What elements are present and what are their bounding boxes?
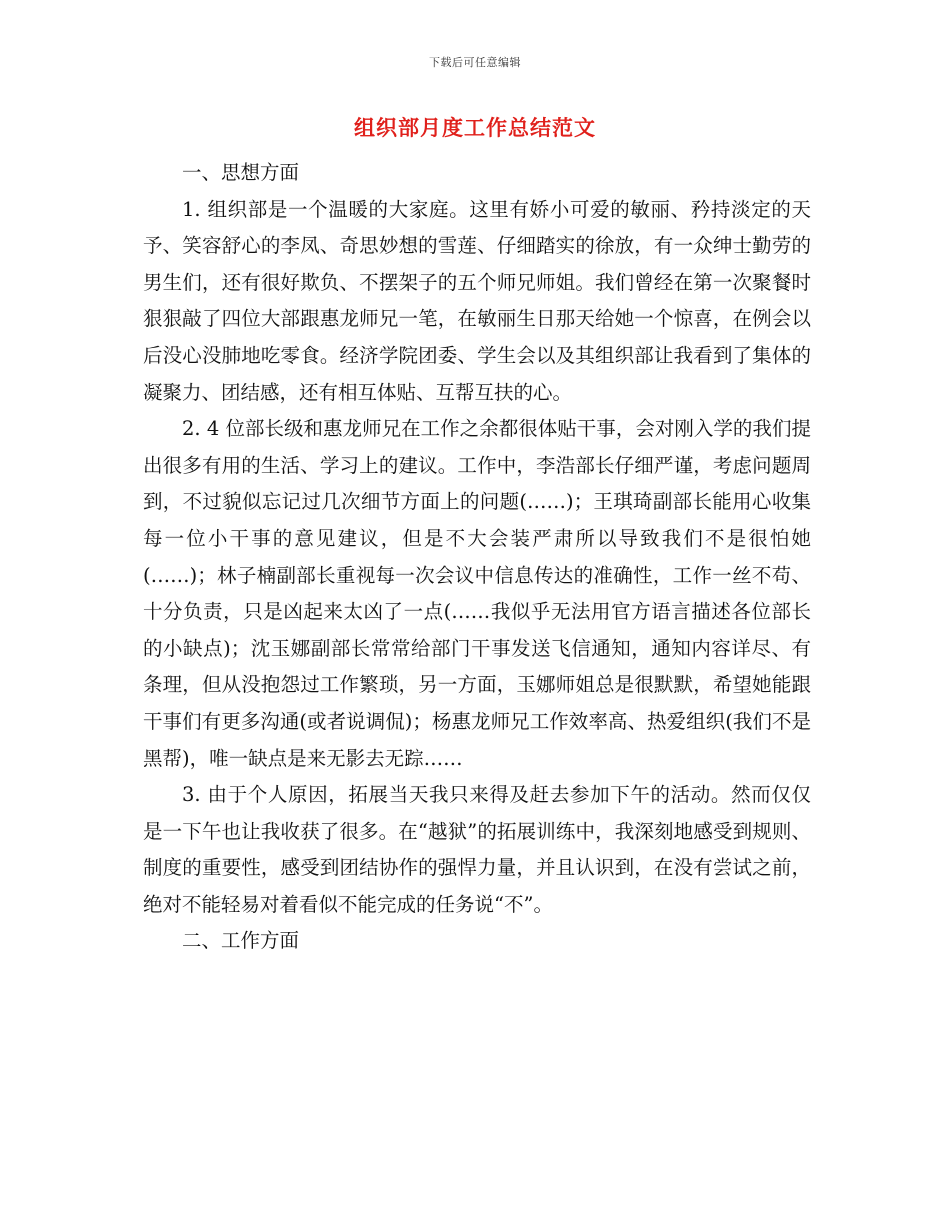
section-heading: 一、思想方面 xyxy=(182,161,300,184)
document-title: 组织部月度工作总结范文 xyxy=(354,115,596,140)
header-note: 下载后可任意编辑 xyxy=(429,56,521,69)
section-heading: 二、工作方面 xyxy=(182,929,300,953)
paragraph: 2. 4 位部长级和惠龙师兄在工作之余都很体贴干事，会对刚入学的我们提出很多有用的生活、学习上的建议。工作中，李浩部长仔细严谨，考虑问题周到，不过貌似忘记过几次细节方面上的问题(……)；王琪琦副部长能用心收集每一位小干事的意见建议，但是不大会装严肃所以导致我们不是很怕她(……)；林子楠副部长重视每一次会议中信息传达的准确性，工作一丝不苟、十分负责，只是凶起来太凶了一点(……我似乎无法用官方语言描述各位部长的小缺点)；沈玉娜副部长常常给部门干事发送飞信通知，通知内容详尽、有条理，但从没抱怨过工作繁琐，另一方面，玉娜师姐总是很默默，希望她能跟干事们有更多沟通(或者说调侃)；杨惠龙师兄工作效率高、热爱组织(我们不是黑帮)，唯一缺点是来无影去无踪…… xyxy=(143,417,811,770)
paragraph: 1. 组织部是一个温暖的大家庭。这里有娇小可爱的敏丽、矜持淡定的天予、笑容舒心的李凤、奇思妙想的雪莲、仔细踏实的徐放，有一众绅士勤劳的男生们，还有很好欺负、不摆架子的五个师兄师姐。我们曾经在第一次聚餐时狠狠敲了四位大部跟惠龙师兄一笔，在敏丽生日那天给她一个惊喜，在例会以后没心没肺地吃零食。经济学院团委、学生会以及其组织部让我看到了集体的凝聚力、团结感，还有相互体贴、互帮互扶的心。 xyxy=(143,197,811,404)
document-body xyxy=(143,155,811,960)
paragraph: 3. 由于个人原因，拓展当天我只来得及赶去参加下午的活动。然而仅仅是一下午也让我收获了很多。在“越狱”的拓展训练中，我深刻地感受到规则、制度的重要性，感受到团结协作的强悍力量，并且认识到，在没有尝试之前，绝对不能轻易对着看似不能完成的任务说“不”。 xyxy=(143,783,811,916)
